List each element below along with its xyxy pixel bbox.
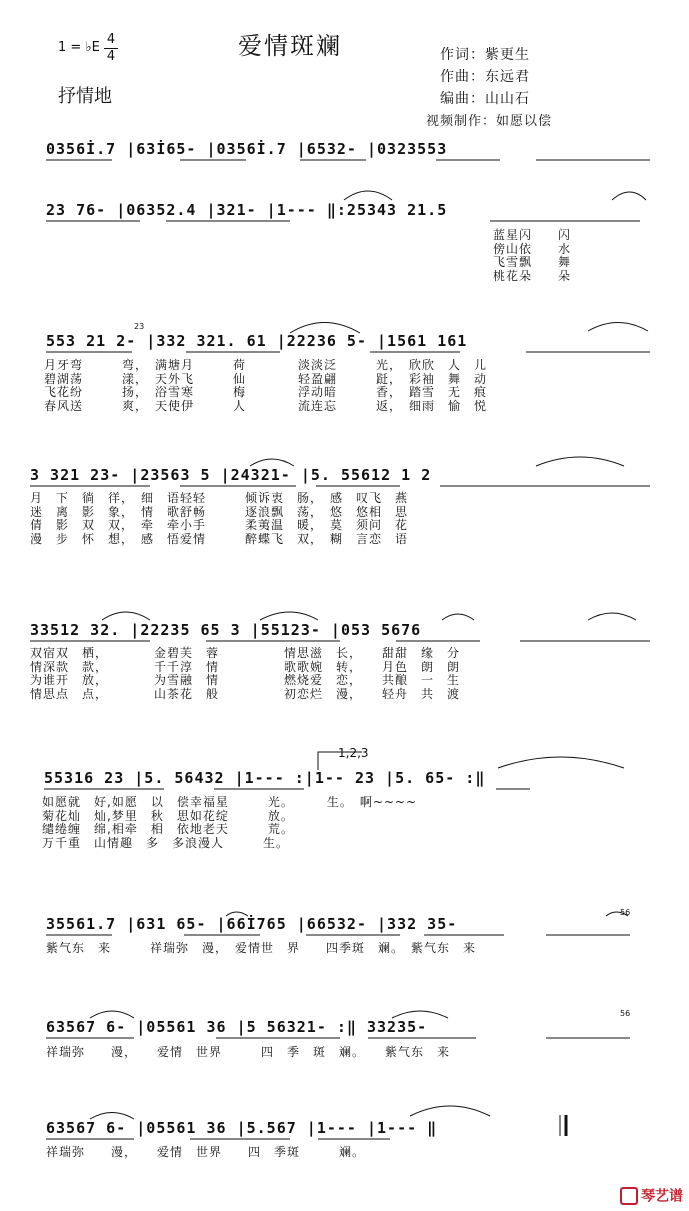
time-bottom: 4 (104, 48, 118, 65)
volta-bracket (318, 752, 362, 770)
lyric-line: 万千重 山情趣 多 多浪漫人 生。 (42, 835, 290, 850)
system-1-notes: 0356İ.7 |63İ65- |0356İ.7 |6532- |0323553 (46, 140, 448, 158)
lyric-line: 祥瑞弥 漫， 爱情 世界 四 季 斑 斓。 紫气东 来 (46, 1045, 451, 1059)
composer: 作曲：东远君 (440, 69, 530, 85)
style-mark: 抒情地 (58, 86, 112, 107)
slur (226, 912, 248, 916)
slur (250, 459, 294, 466)
slur (588, 323, 648, 332)
lyricist: 作词：紫更生 (440, 47, 530, 63)
slur (344, 191, 392, 200)
lyric-line: 紫气东 来 祥瑞弥 漫， 爱情世 界 四季斑 斓。 紫气东 来 (46, 941, 477, 955)
system-4-notes: 3 321 23- |23563 5 |24321- |5. 55612 1 2 (30, 466, 432, 484)
lyric-line: 情深款 款， 千千淳 情 歌歌婉 转， 月色 朗 朗 (30, 659, 461, 674)
slur (260, 612, 318, 620)
video-credit: 视频制作：如愿以偿 (426, 114, 553, 129)
slur (588, 613, 636, 620)
watermark-text: 琴艺谱 (641, 1188, 683, 1205)
lyric-line: 飞花纷 扬， 浴雪寒 梅 浮动暗 香， 踏雪 无 痕 (44, 385, 488, 399)
lyric-line: 碧湖荡 漾， 天外飞 仙 轻盈翩 跹， 彩袖 舞 动 (44, 371, 488, 386)
system-8-notes: 63567 6- |05561 36 |5 56321- :‖ 33235- (46, 1018, 428, 1036)
lyric-line: 菊花灿 灿,梦里 秋 思如花绽 放。 (42, 808, 294, 823)
volta-label: 1,2,3 (338, 746, 369, 760)
lyric-line: 祥瑞弥 漫， 爱情 世界 四 季斑 斓。 (46, 1145, 366, 1159)
slur (90, 1113, 134, 1120)
key-flat: ♭ (85, 40, 92, 55)
key-prefix: 1 = (58, 40, 82, 55)
slur (290, 323, 360, 334)
lyric-line: 桃花朵 朵 (493, 268, 572, 283)
slur (498, 757, 624, 768)
lyric-line: 傍山依 水 (493, 241, 572, 256)
system-7-grace: 56 (620, 908, 631, 917)
lyric-line: 漫 步 怀 想， 感 悟爱情 醉蝶飞 双， 糊 言恋 语 (30, 531, 409, 546)
logo-icon (620, 1187, 638, 1205)
slur (536, 457, 624, 466)
arranger: 编曲：山山石 (440, 91, 530, 107)
system-7-notes: 35561.7 |631 65- |66İ765 |66532- |332 35- (46, 915, 458, 933)
system-3-notes: 553 21 2- |332 321. 61 |22236 5- |1561 161 (46, 332, 468, 350)
slur (612, 192, 646, 200)
watermark (620, 1185, 683, 1206)
lyric-line: 如愿就 好,如愿 以 偿幸福星 光。 生。 啊~~~~ (42, 795, 418, 809)
system-8-grace: 56 (620, 1009, 631, 1018)
lyric-line: 倩 影 双 双， 牵 牵小手 柔荑温 暖， 莫 须问 花 (30, 518, 409, 532)
slur (606, 912, 628, 916)
slur (392, 1011, 448, 1018)
slur (102, 612, 150, 620)
lyric-line: 双宿双 栖， 金碧芙 蓉 情思滋 长， 甜甜 缘 分 (30, 646, 461, 660)
lyric-line: 月 下 徜 徉， 细 语轻轻 倾诉衷 肠， 感 叹飞 燕 (30, 491, 409, 505)
lyric-line: 情思点 点， 山茶花 般 初恋烂 漫， 轻舟 共 渡 (30, 686, 461, 701)
lyric-line: 为谁开 放， 为雪融 情 燃烧爱 恋， 共酿 一 生 (30, 673, 461, 687)
system-3-grace: 23 (134, 322, 145, 331)
lyric-line: 迷 离 影 象， 情 歌舒畅 逐浪飘 荡， 悠 悠相 思 (30, 504, 409, 519)
lyric-line: 飞雪飘 舞 (493, 255, 572, 269)
system-6-notes: 55316 23 |5. 56432 |1--- :|1-- 23 |5. 65- :‖ (44, 769, 486, 787)
system-2-notes: 23 76- |06352.4 |321- |1--- ‖:25343 21.5 (46, 201, 448, 219)
system-5-notes: 33512 32. |22235 65 3 |55123- |053 5676 (30, 621, 422, 639)
lyric-line: 月牙弯 弯， 满塘月 荷 淡淡泛 光， 欣欣 人 儿 (44, 358, 488, 372)
slur (90, 1011, 134, 1018)
slur (410, 1106, 490, 1116)
key-note: E (91, 40, 100, 55)
lyric-line: 蓝星闪 闪 (493, 228, 572, 242)
time-top: 4 (106, 32, 116, 47)
lyric-line: 春风送 爽， 天使伊 人 流连忘 返， 细雨 愉 悦 (44, 398, 488, 413)
system-9-notes: 63567 6- |05561 36 |5.567 |1--- |1--- ‖ (46, 1119, 438, 1137)
slur (442, 614, 474, 620)
lyric-line: 缱绻缠 绵,相牵 相 依地老天 荒。 (42, 822, 294, 836)
song-title: 爱情斑斓 (238, 32, 342, 60)
